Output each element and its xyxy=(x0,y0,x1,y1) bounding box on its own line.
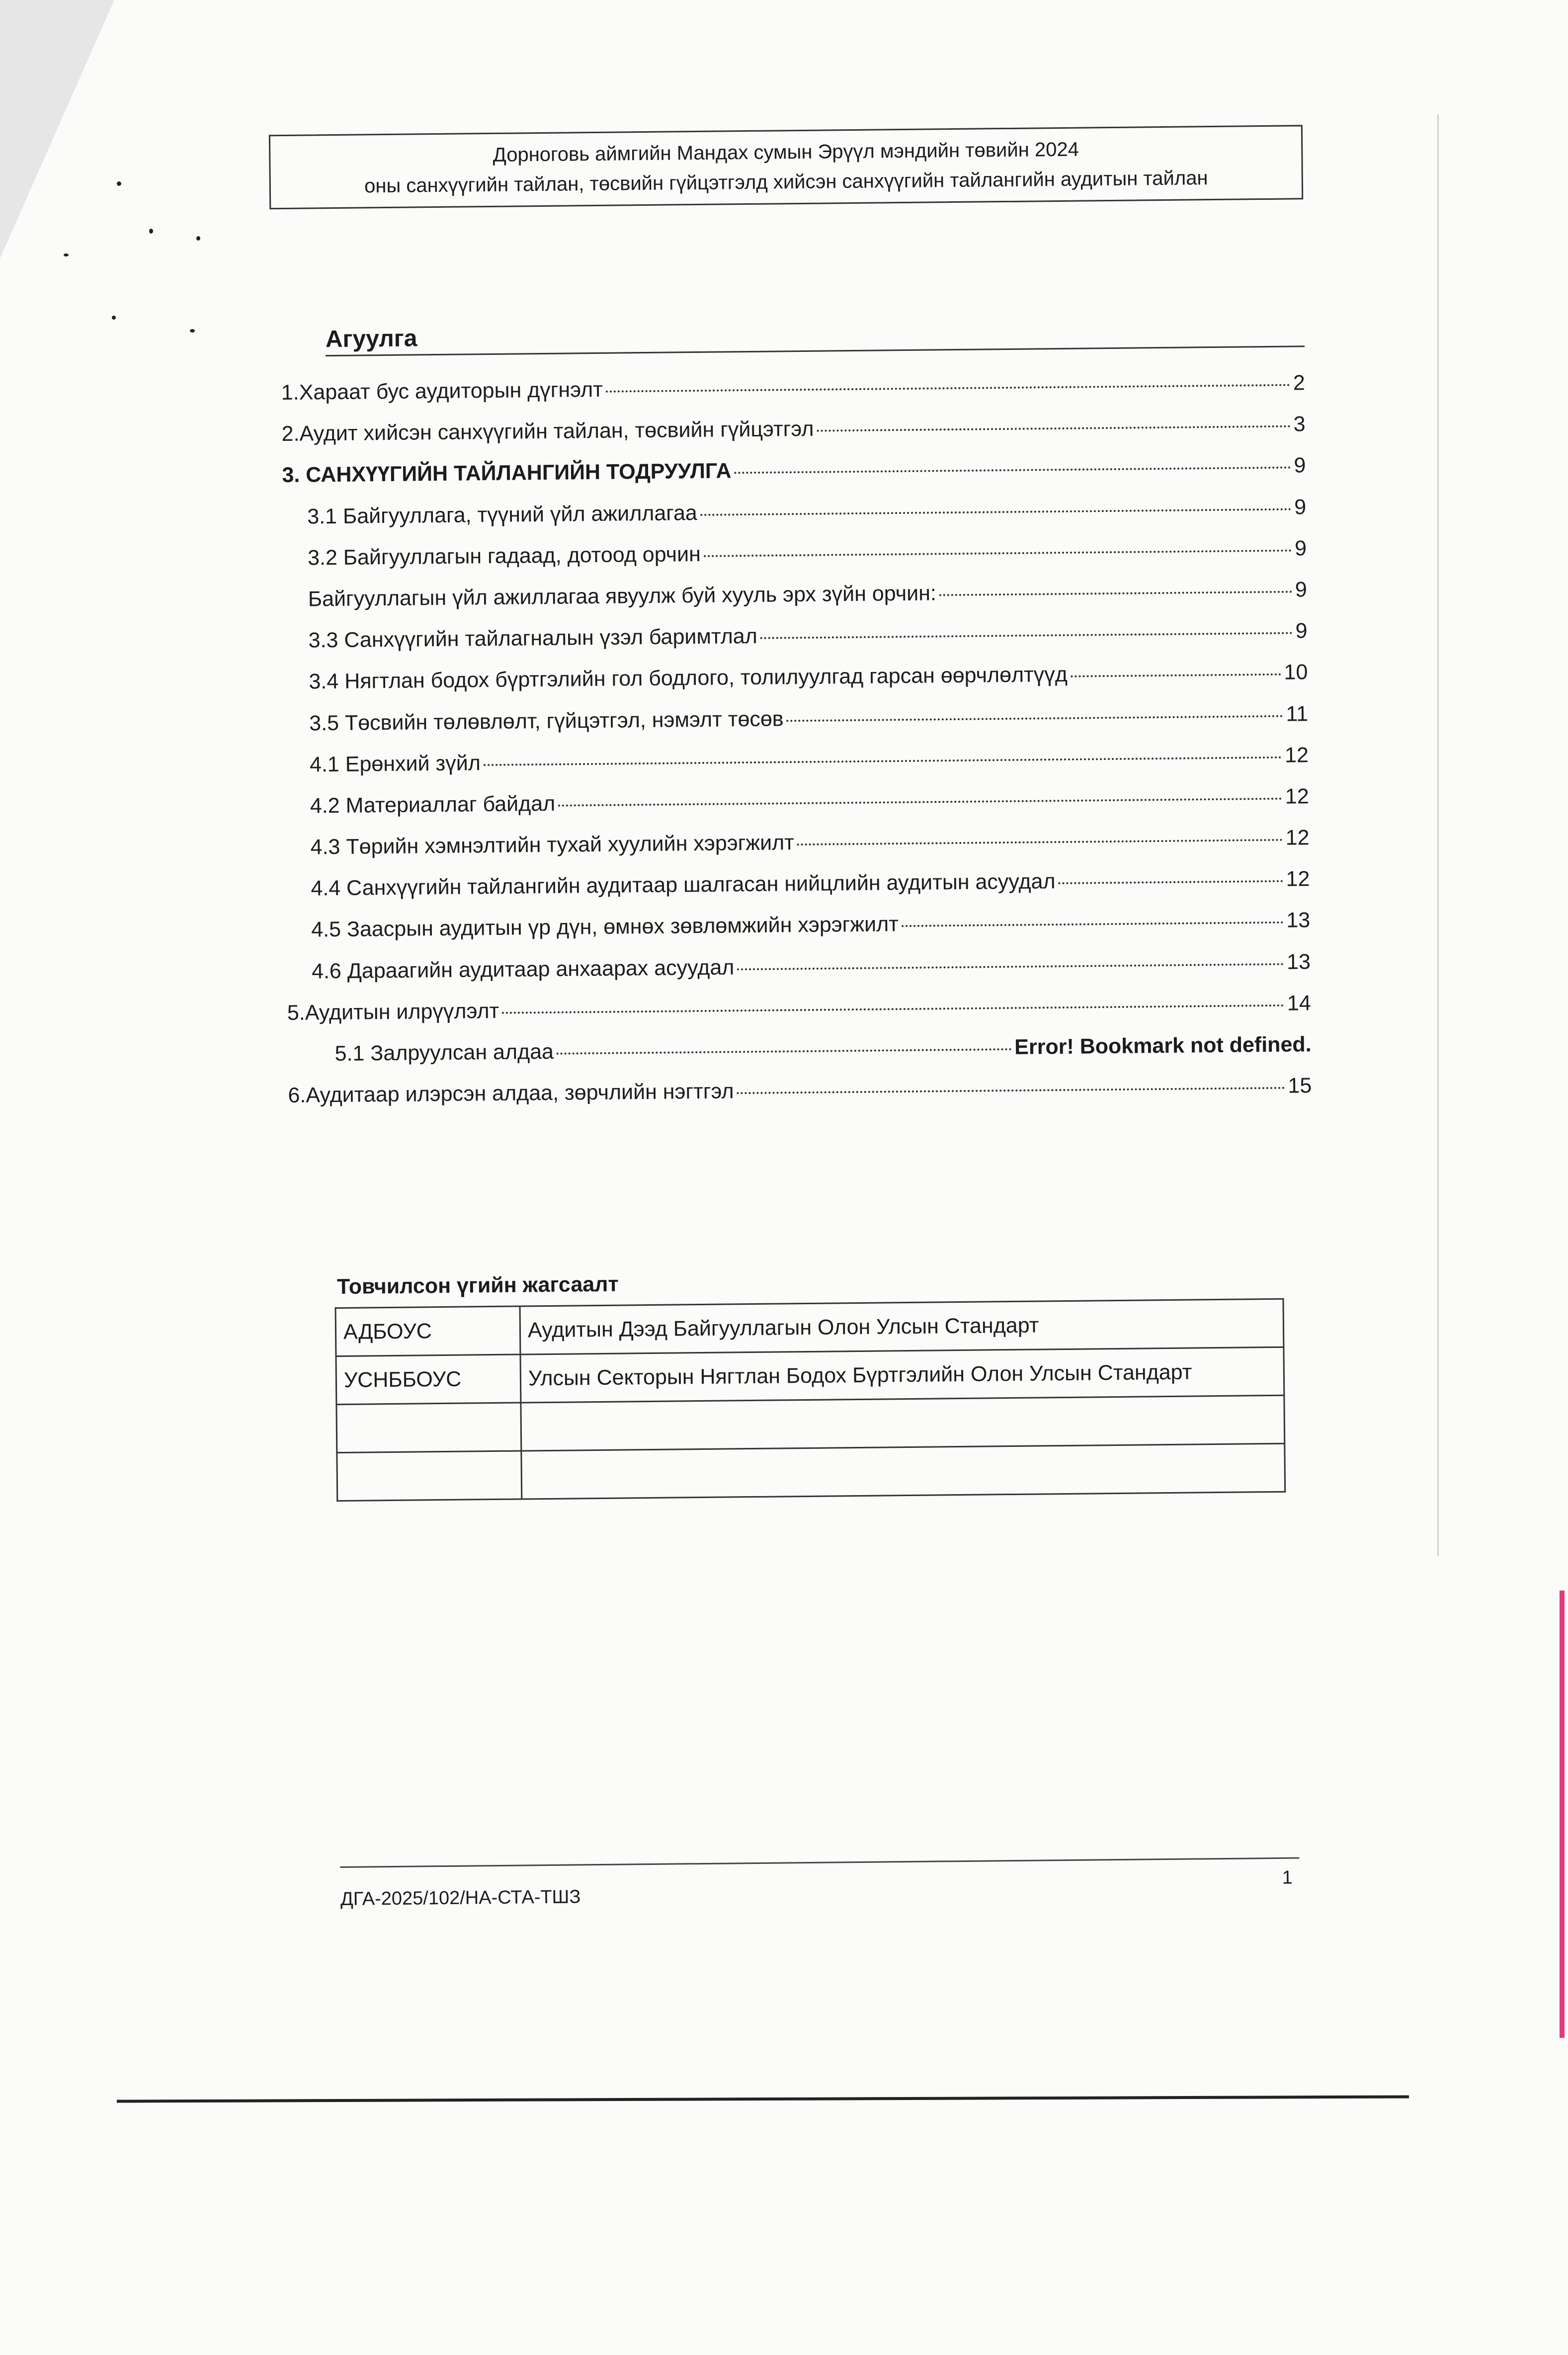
leader-dots xyxy=(704,549,1292,557)
toc-entry-page: 3 xyxy=(1293,412,1306,436)
toc-entry-text: 5.Аудитын илрүүлэлт xyxy=(287,999,499,1025)
abbreviation-cell xyxy=(337,1451,522,1501)
abbreviations-table xyxy=(335,1298,1286,1502)
leader-dots xyxy=(1071,673,1281,677)
toc-entry-text: 4.2 Материаллаг байдал xyxy=(310,791,556,818)
toc-heading xyxy=(326,316,1305,356)
toc-entry-page: 12 xyxy=(1285,784,1309,809)
toc-entry-page: 13 xyxy=(1286,949,1311,974)
leader-dots xyxy=(787,715,1283,722)
toc-entry-page: 9 xyxy=(1294,453,1306,478)
meaning-cell xyxy=(521,1443,1285,1499)
leader-dots xyxy=(502,1005,1284,1014)
toc-entry-text: 4.6 Дараагийн аудитаар анхаарах асуудал xyxy=(311,955,735,984)
table-row xyxy=(337,1443,1285,1501)
table-of-contents xyxy=(281,371,1312,1125)
toc-entry-page: 12 xyxy=(1284,743,1309,767)
toc-entry-page: 9 xyxy=(1294,536,1307,561)
toc-entry-text: 5.1 Залруулсан алдаа xyxy=(334,1039,554,1066)
toc-entry-page: 9 xyxy=(1294,495,1307,519)
leader-dots xyxy=(797,839,1283,845)
report-title-line-2: оны санхүүгийн тайлан, төсвийн гүйцэтгэлд хийсэн санхүүгийн тайлангийн аудитын тайлан xyxy=(364,167,1208,197)
leader-dots xyxy=(1059,880,1283,884)
table-row xyxy=(336,1395,1285,1452)
meaning-cell xyxy=(521,1395,1285,1451)
leader-dots xyxy=(484,756,1282,765)
leader-dots xyxy=(817,425,1291,432)
toc-entry-page: 10 xyxy=(1284,660,1308,685)
leader-dots xyxy=(737,963,1284,970)
toc-entry-text: 3.3 Санхүүгийн тайлагналын үзэл баримтлал xyxy=(308,624,758,653)
document-code: ДГА-2025/102/НА-СТА-ТШЗ xyxy=(340,1886,581,1910)
footer-divider xyxy=(340,1857,1299,1868)
pink-edge-strip xyxy=(1560,1591,1565,2038)
table-row xyxy=(336,1347,1284,1404)
toc-entry-text: 3. САНХҮҮГИЙН ТАЙЛАНГИЙН ТОДРУУЛГА xyxy=(282,459,732,488)
toc-entry-text: 3.4 Нягтлан бодох бүртгэлийн гол бодлого, толилуулгад гарсан өөрчлөлтүүд xyxy=(309,663,1068,694)
toc-entry-text: 3.1 Байгууллага, түүний үйл ажиллагаа xyxy=(307,501,698,529)
toc-entry-text: 6.Аудитаар илэрсэн алдаа, зөрчлийн нэгтгэл xyxy=(288,1079,734,1108)
toc-entry-text: Байгууллагын үйл ажиллагаа явуулж буй хууль эрх зүйн орчин: xyxy=(308,581,937,611)
leader-dots xyxy=(760,632,1293,639)
toc-entry-page: 15 xyxy=(1288,1074,1312,1098)
toc-entry-text: 4.4 Санхүүгийн тайлангийн аудитаар шалгасан нийцлийн аудитын асуудал xyxy=(311,869,1056,901)
abbreviation-cell xyxy=(336,1403,521,1453)
abbreviation-cell: УСНББОУС xyxy=(336,1354,521,1405)
toc-entry-page: 13 xyxy=(1286,908,1311,933)
document-page xyxy=(75,77,1415,2052)
page-edge-shadow xyxy=(1437,114,1439,1556)
toc-entry-text: 1.Хараат бус аудиторын дүгнэлт xyxy=(281,377,603,405)
leader-dots xyxy=(558,798,1282,807)
toc-entry-page: 12 xyxy=(1285,826,1310,850)
ink-speck xyxy=(64,253,69,256)
abbreviation-cell: АДБОУС xyxy=(335,1306,520,1356)
meaning-cell: Аудитын Дээд Байгууллагын Олон Улсын Стандарт xyxy=(520,1299,1284,1354)
table-row xyxy=(335,1299,1284,1356)
meaning-cell: Улсын Секторын Нягтлан Бодох Бүртгэлийн Олон Улсын Стандарт xyxy=(520,1347,1284,1403)
toc-entry-text: 4.3 Төрийн хэмнэлтийн тухай хуулийн хэрэгжилт xyxy=(310,831,795,859)
leader-dots xyxy=(557,1048,1011,1055)
toc-entry-text: 4.5 Заасрын аудитын үр дүн, өмнөх зөвлөмжийн хэрэгжилт xyxy=(311,912,899,942)
leader-dots xyxy=(939,590,1292,596)
toc-entry-text: 4.1 Ерөнхий зүйл xyxy=(309,751,481,777)
toc-entry-page: 11 xyxy=(1286,701,1309,726)
toc-entry-page: 9 xyxy=(1295,619,1308,643)
report-title-line-1: Дорноговь аймгийн Мандах сумын Эрүүл мэндийн төвийн 2024 xyxy=(493,138,1079,166)
toc-entry-page: 12 xyxy=(1286,867,1310,891)
toc-title: Агуулга xyxy=(325,325,417,353)
abbreviations-title: Товчилсон үгийн жагсаалт xyxy=(336,1272,619,1299)
page-number: 1 xyxy=(1282,1867,1293,1888)
leader-dots xyxy=(902,922,1283,927)
report-header-box xyxy=(269,125,1303,209)
toc-entry-text: 3.2 Байгууллагын гадаад, дотоод орчин xyxy=(307,542,701,570)
page-bottom-edge xyxy=(117,2095,1409,2103)
toc-entry-page: 9 xyxy=(1295,578,1308,602)
toc-entry-page: 2 xyxy=(1293,371,1306,395)
leader-dots xyxy=(606,384,1290,393)
toc-entry-text: 2.Аудит хийсэн санхүүгийн тайлан, төсвийн гүйцэтгэл xyxy=(281,417,814,446)
leader-dots xyxy=(737,1087,1285,1094)
toc-entry-text: 3.5 Төсвийн төлөвлөлт, гүйцэтгэл, нэмэлт төсөв xyxy=(309,706,784,736)
toc-entry-page: 14 xyxy=(1287,991,1311,1015)
leader-dots xyxy=(700,508,1291,515)
leader-dots xyxy=(735,467,1291,474)
toc-entry-page: Error! Bookmark not defined. xyxy=(1014,1032,1312,1059)
